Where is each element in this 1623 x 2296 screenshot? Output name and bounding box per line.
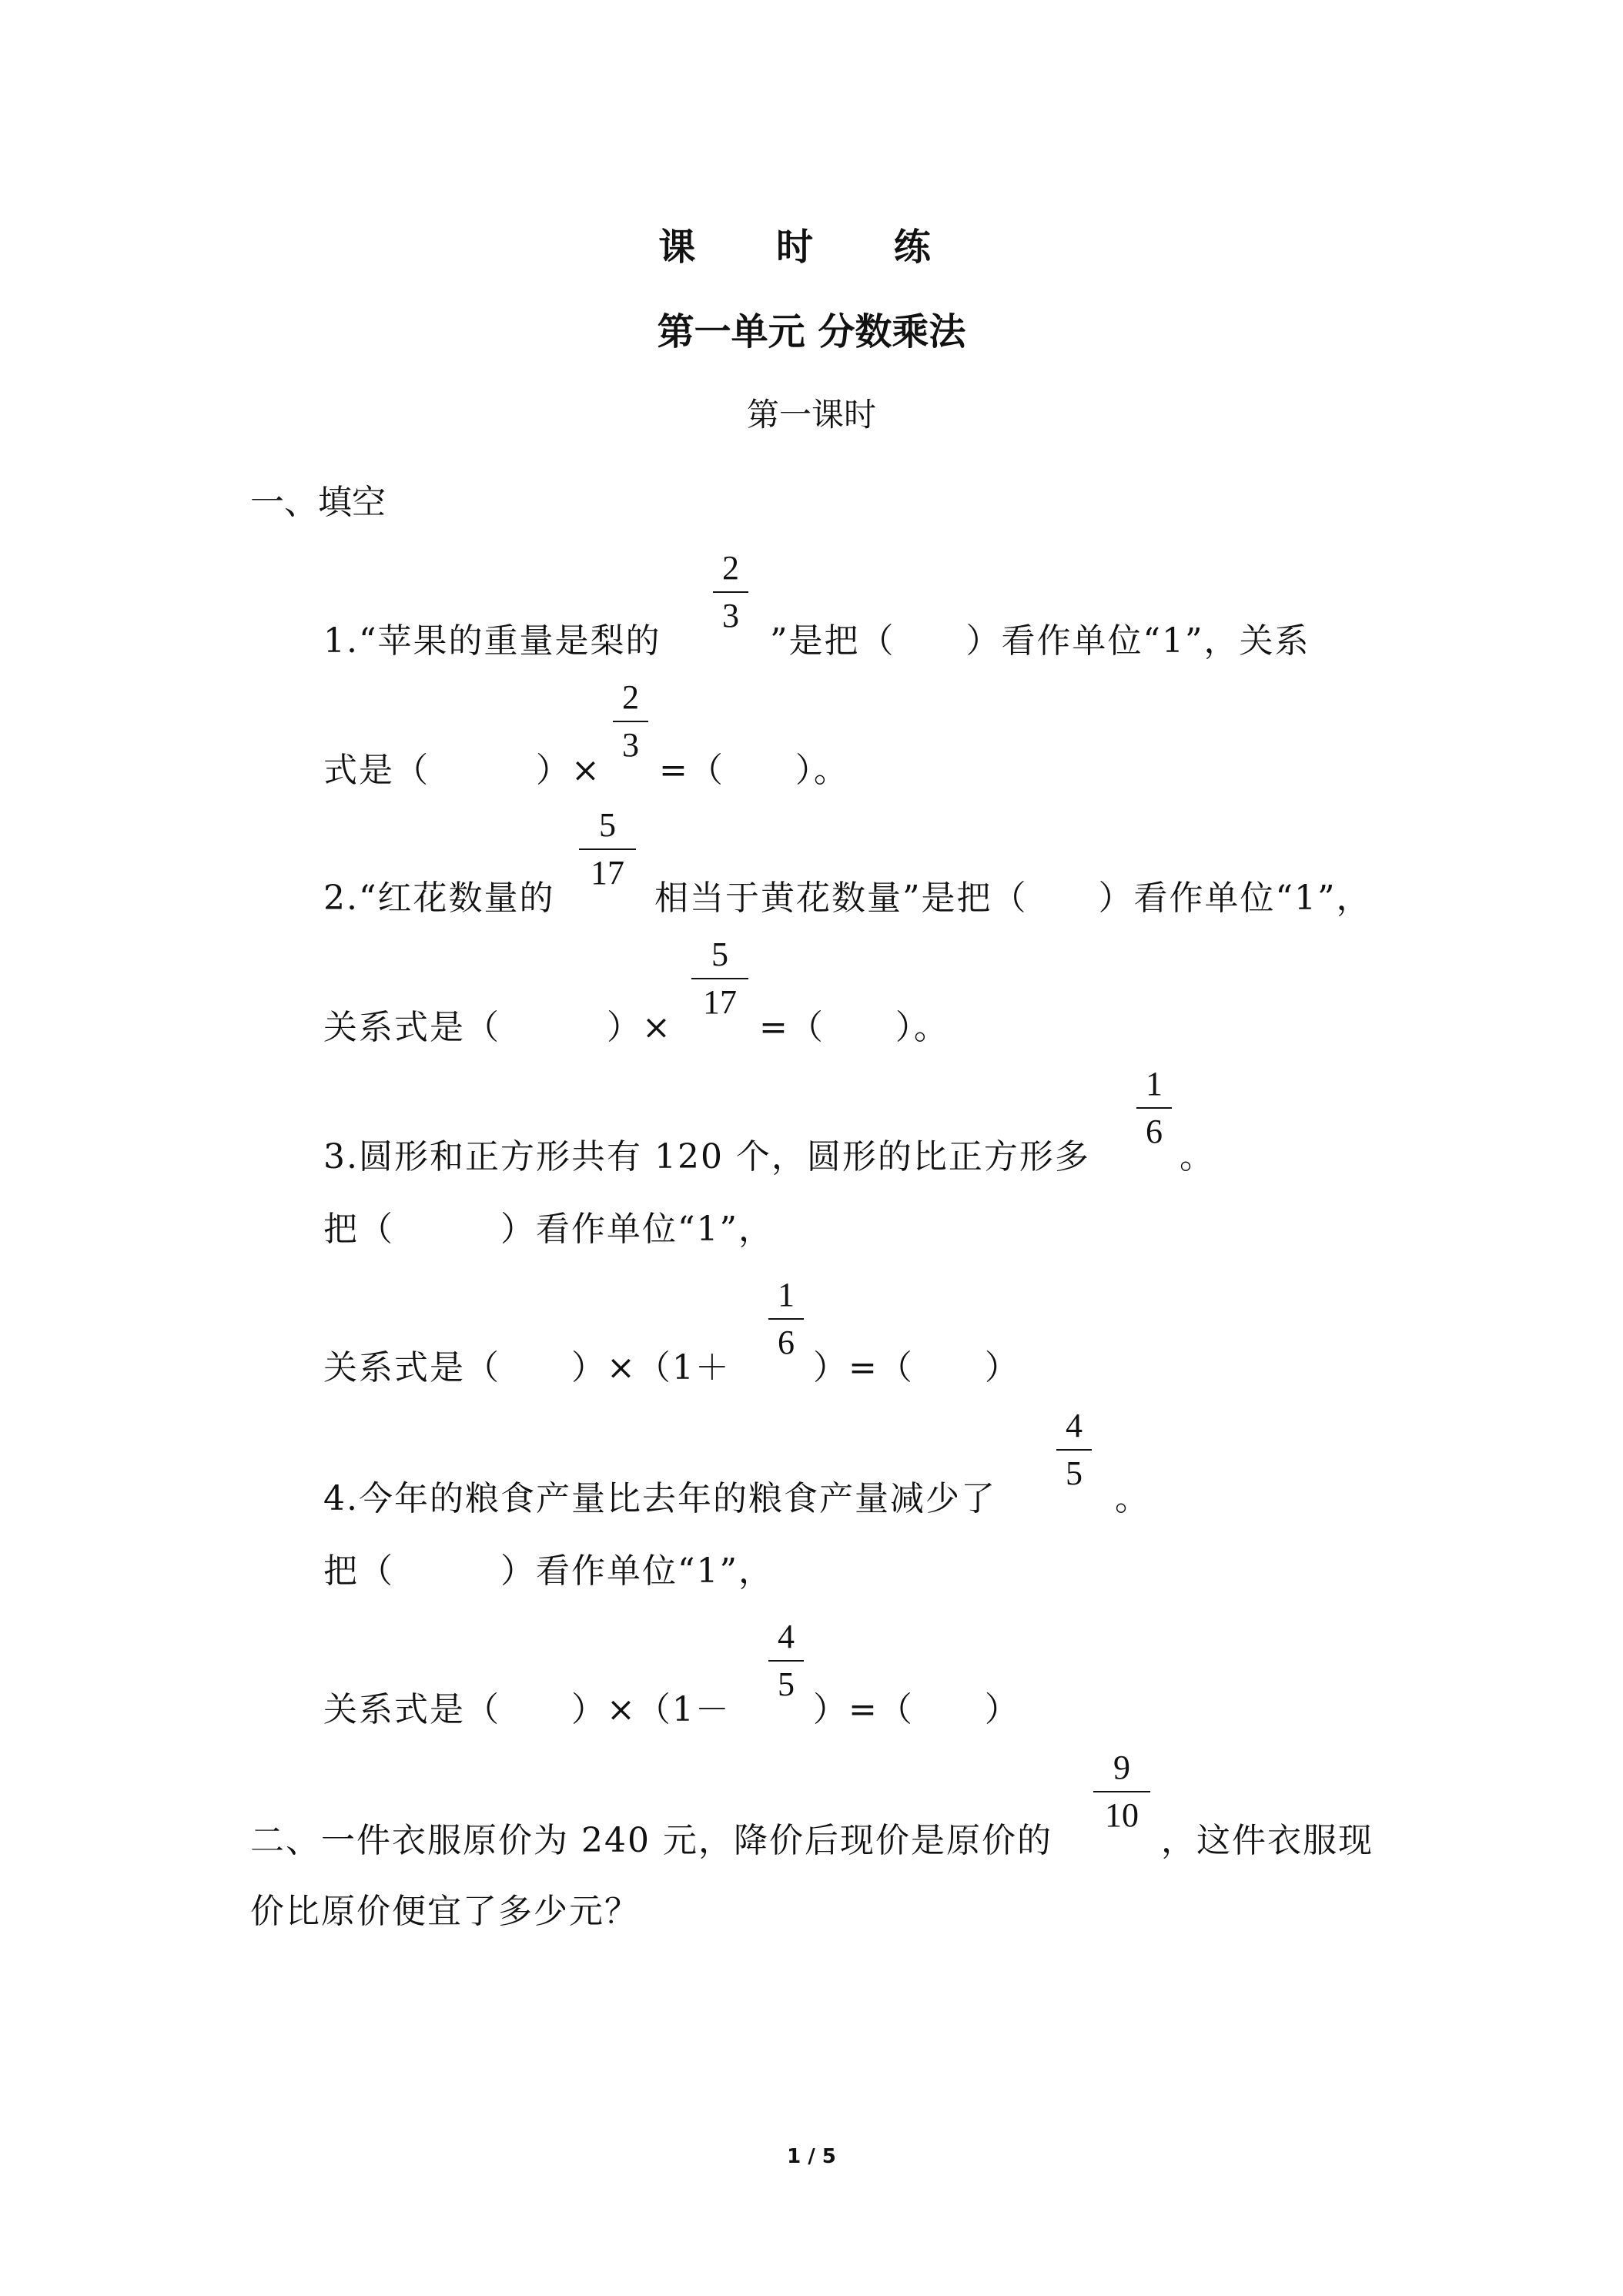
q4-fraction-a-num: 4 — [1066, 1407, 1083, 1444]
q4-fraction-a — [1056, 1409, 1092, 1491]
q3-line2: 把（ ）看作单位“1”， — [323, 1210, 774, 1249]
q1-line1-b: ”是把（ ）看作单位“1”，关系 — [770, 621, 1310, 661]
q3-fraction-b-den: 6 — [778, 1324, 795, 1361]
q3-line1-a: 3.圆形和正方形共有 120 个，圆形的比正方形多 — [323, 1137, 1090, 1176]
section-2-fraction-den: 10 — [1105, 1796, 1139, 1834]
q1-fraction-a — [713, 551, 748, 633]
q1-fraction-b — [613, 678, 648, 764]
q1-fraction-b-num: 2 — [622, 678, 639, 716]
q4-fraction-b-num: 4 — [778, 1618, 795, 1655]
q3-fraction-a-den: 6 — [1146, 1113, 1163, 1150]
page-title: 课 时 练 — [658, 226, 965, 269]
section-2-fraction-num: 9 — [1113, 1749, 1130, 1786]
q1-fraction-b-den: 3 — [622, 726, 639, 764]
q3-fraction-b — [768, 1278, 804, 1360]
q2-fraction-b-den: 17 — [703, 983, 737, 1021]
q1-fraction-a-den: 3 — [722, 597, 739, 634]
q2-line2-a: 关系式是（ ）× — [323, 1008, 672, 1047]
unit-title: 第一单元 分数乘法 — [657, 310, 966, 353]
section-2-line2: 价比原价便宜了多少元？ — [250, 1892, 640, 1931]
q4-fraction-b-den: 5 — [778, 1665, 795, 1703]
q1-line2-b: =（ ）。 — [659, 751, 849, 790]
section-2-line1-b: ，这件衣服现 — [1161, 1821, 1374, 1860]
q2-fraction-a-num: 5 — [599, 806, 616, 844]
q3-line1-b: 。 — [1180, 1137, 1215, 1176]
section-2-line1-a: 二、一件衣服原价为 240 元，降价后现价是原价的 — [250, 1821, 1052, 1860]
q2-fraction-b-num: 5 — [711, 935, 728, 973]
lesson-title: 第一课时 — [746, 396, 876, 433]
q3-fraction-a-num: 1 — [1146, 1065, 1163, 1103]
q2-line1-b: 相当于黄花数量”是把（ ）看作单位“1”， — [654, 879, 1372, 918]
q2-fraction-b — [691, 935, 748, 1021]
page-number: 1 / 5 — [787, 2145, 836, 2168]
q4-fraction-a-den: 5 — [1066, 1454, 1083, 1492]
q2-fraction-a-den: 17 — [591, 854, 624, 892]
q4-line1-b: 。 — [1115, 1479, 1150, 1518]
section-2-fraction — [1093, 1751, 1150, 1832]
q2-line1-a: 2.“红花数量的 — [323, 879, 555, 918]
q1-fraction-a-num: 2 — [722, 549, 739, 587]
q1-line1-a: 1.“苹果的重量是梨的 — [323, 621, 661, 661]
q2-fraction-a — [579, 808, 636, 890]
q3-fraction-a — [1136, 1067, 1172, 1149]
q4-line3-b: ）=（ ） — [813, 1690, 1020, 1729]
q3-fraction-b-num: 1 — [778, 1276, 795, 1314]
q2-line2-b: =（ ）。 — [759, 1008, 949, 1047]
q3-line3-a: 关系式是（ ）×（1＋ — [323, 1348, 731, 1387]
q4-line3-a: 关系式是（ ）×（1－ — [323, 1690, 731, 1729]
q4-fraction-b — [768, 1620, 804, 1702]
section-1-heading: 一、填空 — [250, 483, 386, 522]
q1-line2-a: 式是（ ）× — [323, 751, 601, 790]
q4-line1-a: 4.今年的粮食产量比去年的粮食产量减少了 — [323, 1479, 996, 1518]
q4-line2: 把（ ）看作单位“1”， — [323, 1551, 774, 1591]
q3-line3-b: ）=（ ） — [813, 1348, 1020, 1387]
